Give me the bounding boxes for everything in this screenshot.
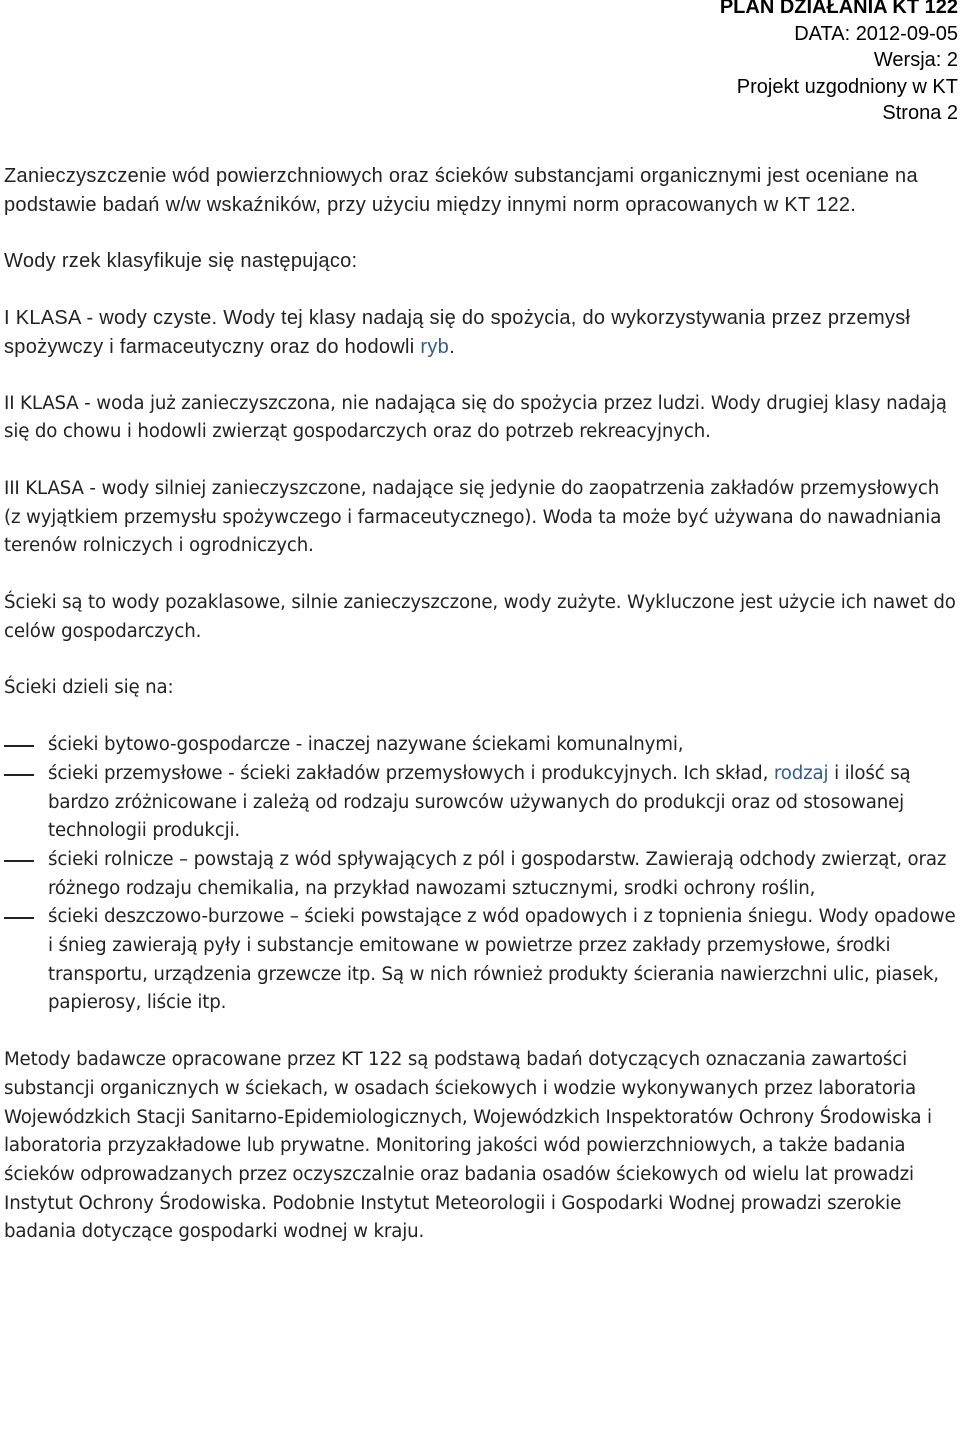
dash-bullet-icon <box>4 745 34 747</box>
dash-bullet-icon <box>4 860 34 862</box>
list-item-text: ścieki rolnicze – powstają z wód spływających z pól i gospodarstw. Zawierają odchody zwierząt, oraz różnego rodzaju chemikalia, na przykład nawozami sztucznymi, srodki ochrony roślin, <box>48 848 947 899</box>
document-header <box>720 0 958 127</box>
dash-bullet-icon <box>4 917 34 919</box>
sewage-paragraph: Ścieki są to wody pozaklasowe, silnie zanieczyszczone, wody zużyte. Wykluczone jest użycie ich nawet do celów gospodarczych. <box>4 592 956 642</box>
plan-title: PLAN DZIAŁANIA KT 122 <box>719 0 958 18</box>
list-item <box>4 731 956 760</box>
document-date: DATA: 2012-09-05 <box>794 22 958 45</box>
document-status: Projekt uzgodniony w KT <box>736 75 958 98</box>
dash-bullet-icon <box>4 774 34 776</box>
document-version: Wersja: 2 <box>873 49 958 71</box>
class-1-text: I KLASA - wody czyste. Wody tej klasy nadają się do spożycia, do wykorzystywania przez przemysł spożywczy i farmaceutyczny oraz do hodowli <box>4 307 911 358</box>
list-item <box>4 903 956 1018</box>
intro-paragraph: Zanieczyszczenie wód powierzchniowych oraz ścieków substancjami organicznymi jest oceniane na podstawie badań w/w wskaźników, przy użyciu między innymi norm opracowanych w KT 122. <box>4 165 918 216</box>
page-number: Strona 2 <box>882 102 958 124</box>
list-item <box>4 846 956 903</box>
class-1-paragraph <box>4 304 956 361</box>
ryb-link[interactable]: ryb <box>420 335 450 358</box>
list-item-text: ścieki przemysłowe - ścieki zakładów przemysłowych i produkcyjnych. Ich skład, <box>48 762 774 784</box>
list-item-text-cont: i ilość są bardzo zróżnicowane i zależą od rodzaju surowców używanych do produkcji oraz od stosowanej technologii produkcji. <box>48 762 911 842</box>
list-item-text: ścieki bytowo-gospodarcze - inaczej nazywane ściekami komunalnymi, <box>48 734 684 756</box>
list-item <box>4 760 956 846</box>
class-2-paragraph: II KLASA - woda już zanieczyszczona, nie nadająca się do spożycia przez ludzi. Wody drugiej klasy nadają się do chowu i hodowli zwierząt gospodarczych oraz do potrzeb rekreacyjnych. <box>4 392 947 443</box>
methods-paragraph: Metody badawcze opracowane przez KT 122 są podstawą badań dotyczących oznaczania zawartości substancji organicznych w ściekach, w osadach ściekowych i wodzie wykonywanych przez laboratoria Wojewódzkich Stacji Sanitarno-Epidemiologicznych, Wojewódzkich Inspektoratów Ochrony Środowiska i laboratoria przyzakładowe lub prywatne. Monitoring jakości wód powierzchniowych, a także badania ścieków odprowadzanych przez oczyszczalnie oraz badania osadów ściekowych od wielu lat prowadzi Instytut Ochrony Środowiska. Podobnie Instytut Meteorologii i Gospodarki Wodnej prowadzi szerokie badania dotyczące gospodarki wodnej w kraju. <box>4 1049 932 1243</box>
document-body <box>4 162 956 1247</box>
classification-intro: Wody rzek klasyfikuje się następująco: <box>4 250 358 273</box>
rodzaj-link[interactable]: rodzaj <box>773 762 829 784</box>
sewage-division-heading: Ścieki dzieli się na: <box>4 677 174 699</box>
list-item-text: ścieki deszczowo-burzowe – ścieki powstające z wód opadowych i z topnienia śniegu. Wody opadowe i śnieg zawierają pyły i substancje emitowane w powietrze przez zakłady przemysłowe, środki transportu, urządzenia grzewcze itp. Są w nich również produkty ścierania nawierzchni ulic, piasek, papierosy, liście itp. <box>48 906 956 1014</box>
class-3-paragraph: III KLASA - wody silniej zanieczyszczone, nadające się jedynie do zaopatrzenia zakładów przemysłowych (z wyjątkiem przemysłu spożywczego i farmaceutycznego). Woda ta może być używana do nawadniania terenów rolniczych i ogrodniczych. <box>4 477 942 557</box>
class-1-end: . <box>449 335 455 358</box>
sewage-types-list <box>4 731 956 1018</box>
